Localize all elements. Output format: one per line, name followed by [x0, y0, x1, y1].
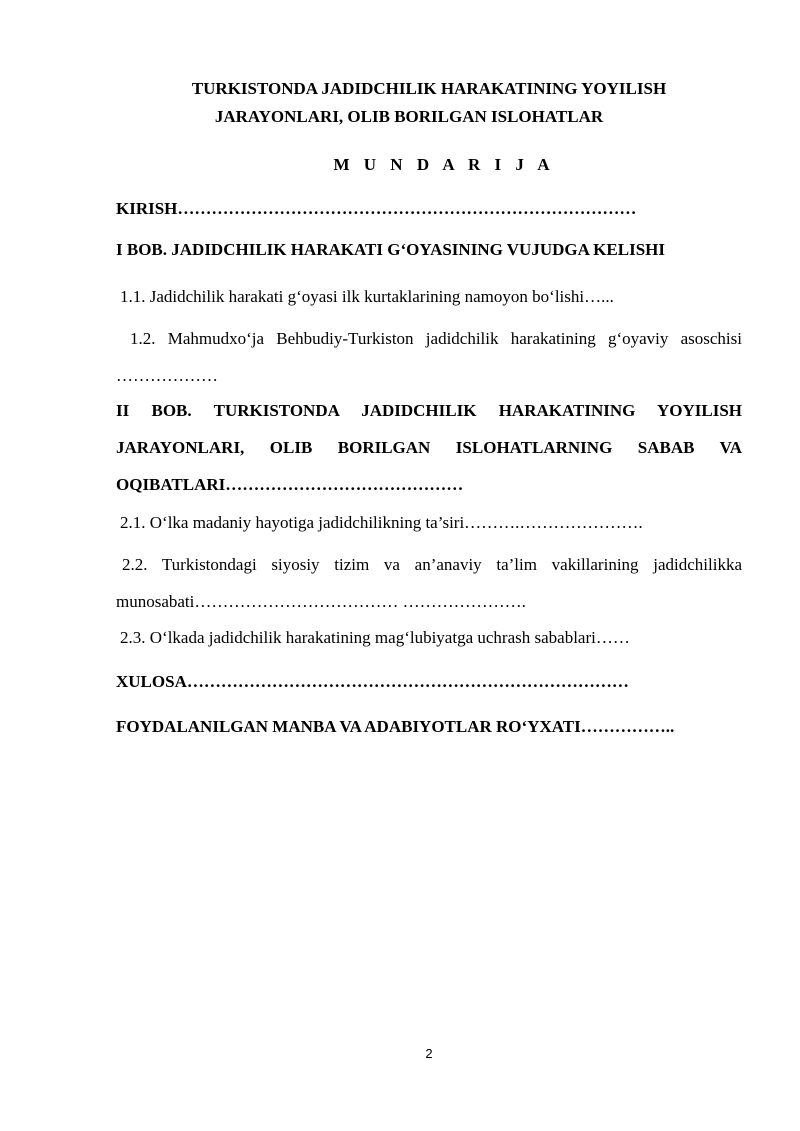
- toc-entry-chapter-2: II BOB. TURKISTONDA JADIDCHILIK HARAKATINING YOYILISH JARAYONLARI, OLIB BORILGAN ISLOHATLARNING SABAB VA OQIBATLARI……………………………………: [116, 401, 742, 494]
- toc-entry-section-2-1: 2.1. O‘lka madaniy hayotiga jadidchilikning ta’siri……….………………….: [120, 513, 643, 532]
- toc-entry-section-2-3: 2.3. O‘lkada jadidchilik harakatining mag‘lubiyatga uchrash sabablari……: [120, 628, 630, 647]
- toc-entry-chapter-1: I BOB. JADIDCHILIK HARAKATI G‘OYASINING VUJUDGA KELISHI: [116, 240, 665, 259]
- table-of-contents-heading: M U N D A R I J A: [333, 155, 555, 174]
- toc-entry-section-1-1: 1.1. Jadidchilik harakati g‘oyasi ilk kurtaklarining namoyon bo‘lishi…...: [120, 287, 614, 306]
- document-title-line-2: JARAYONLARI, OLIB BORILGAN ISLOHATLAR: [214, 107, 604, 126]
- toc-entry-conclusion: XULOSA……………………………………………………………………: [116, 672, 629, 691]
- toc-entry-section-1-2: 1.2. Mahmudxo‘ja Behbudiy-Turkiston jadidchilik harakatining g‘oyaviy asoschisi ………………: [116, 329, 742, 385]
- toc-entry-section-2-2: 2.2. Turkistondagi siyosiy tizim va an’anaviy ta’lim vakillarining jadidchilikka munosabati……………………………… ………………….: [116, 555, 742, 611]
- toc-entry-introduction: KIRISH………………………………………………………………………: [116, 199, 637, 218]
- page-number: 2: [425, 1046, 433, 1061]
- document-title-line-1: TURKISTONDA JADIDCHILIK HARAKATINING YOYILISH: [191, 79, 667, 98]
- toc-entry-references: FOYDALANILGAN MANBA VA ADABIYOTLAR RO‘YXATI……………..: [116, 717, 675, 736]
